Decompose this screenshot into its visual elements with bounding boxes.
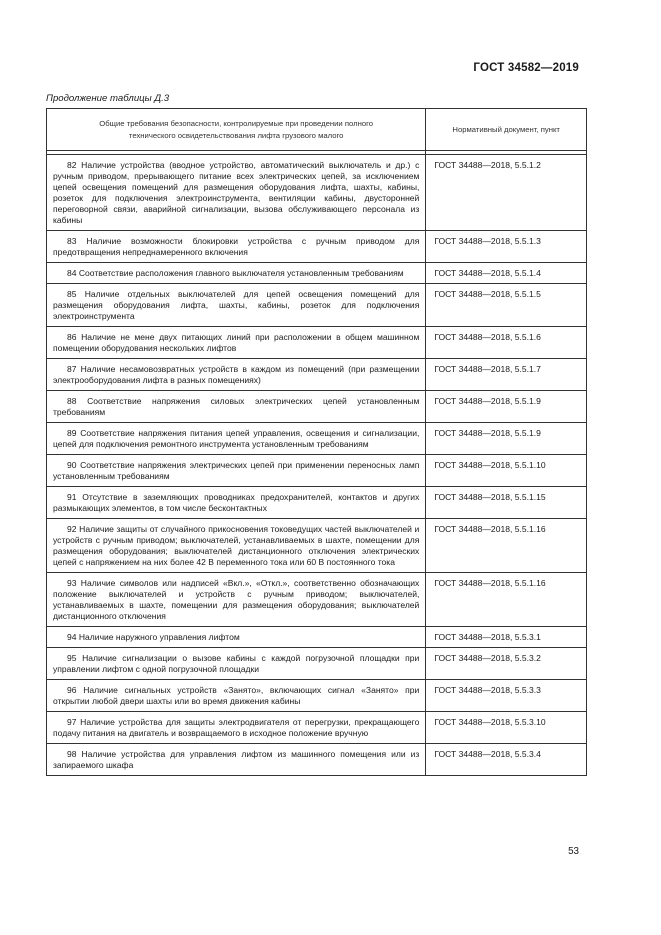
requirement-text: 82 Наличие устройства (вводное устройство, автоматический выключатель и др.) с ручным приводом, прерывающего питание всех электрических цепей, за исключением цепей освещения помещений для размещения оборудования лифта, шахты, кабины, розеток для подключения электроинструмента, вентиляции кабины, двусторонней переговорной связи, аварийной сигнализации, вызова обслуживающего персонала из кабины (53, 160, 420, 225)
requirement-text: 84 Соответствие расположения главного выключателя установленным требованиям (67, 268, 404, 278)
requirement-cell (47, 648, 426, 680)
requirement-text: 83 Наличие возможности блокировки устройства с ручным приводом для предотвращения непреднамеренного включения (53, 236, 420, 257)
table-row (47, 573, 587, 627)
table-header-row (47, 109, 587, 151)
document-ref-cell (426, 284, 587, 327)
document-ref-text: ГОСТ 34488—2018, 5.5.3.10 (434, 717, 546, 727)
document-ref-cell (426, 455, 587, 487)
requirement-cell (47, 263, 426, 284)
table-row (47, 487, 587, 519)
requirement-cell (47, 155, 426, 231)
requirement-cell (47, 231, 426, 263)
document-ref-text: ГОСТ 34488—2018, 5.5.3.4 (434, 749, 541, 759)
requirement-text: 91 Отсутствие в заземляющих проводниках предохранителей, контактов и других размыкающих элементов, в том числе бесконтактных (53, 492, 420, 513)
document-ref-cell (426, 648, 587, 680)
col-header-requirements-line2: технического освидетельствования лифта грузового малого (128, 130, 344, 140)
document-ref-cell (426, 263, 587, 284)
requirement-cell (47, 455, 426, 487)
table-row (47, 648, 587, 680)
table-row (47, 680, 587, 712)
document-ref-text: ГОСТ 34488—2018, 5.5.1.6 (434, 332, 541, 342)
document-ref-cell (426, 573, 587, 627)
table-row (47, 359, 587, 391)
requirement-cell (47, 573, 426, 627)
requirement-text: 92 Наличие защиты от случайного прикосновения токоведущих частей выключателей и устройств с ручным приводом; выключателей, устанавливаемых в шахте, помещении для размещения оборудования; выключателей дистанционного отключения электрических цепей с напряжением на них более 42 В переменного тока или 60 В постоянного тока (53, 524, 420, 567)
document-ref-text: ГОСТ 34488—2018, 5.5.1.9 (434, 428, 541, 438)
table-row (47, 391, 587, 423)
requirement-cell (47, 284, 426, 327)
document-ref-text: ГОСТ 34488—2018, 5.5.1.9 (434, 396, 541, 406)
document-ref-text: ГОСТ 34488—2018, 5.5.1.10 (434, 460, 546, 470)
col-header-document: Нормативный документ, пункт (426, 109, 587, 151)
document-ref-cell (426, 487, 587, 519)
table-row (47, 327, 587, 359)
document-ref-cell (426, 680, 587, 712)
table-body (47, 155, 587, 776)
table-caption: Продолжение таблицы Д.3 (46, 93, 170, 104)
document-ref-cell (426, 712, 587, 744)
table-row (47, 231, 587, 263)
requirement-text: 95 Наличие сигнализации о вызове кабины с каждой погрузочной площадки при управлении лифтом с одной погрузочной площадки (53, 653, 420, 674)
requirement-text: 89 Соответствие напряжения питания цепей управления, освещения и сигнализации, цепей для подключения ремонтного инструмента установленным требованиям (53, 428, 420, 449)
document-ref-text: ГОСТ 34488—2018, 5.5.1.2 (434, 160, 541, 170)
document-ref-text: ГОСТ 34488—2018, 5.5.3.2 (434, 653, 541, 663)
document-ref-cell (426, 423, 587, 455)
table-row (47, 423, 587, 455)
table-row (47, 155, 587, 231)
requirement-cell (47, 712, 426, 744)
requirement-text: 94 Наличие наружного управления лифтом (67, 632, 240, 642)
table-row (47, 712, 587, 744)
requirement-text: 86 Наличие не мене двух питающих линий при расположении в общем машинном помещении оборудования нескольких лифтов (53, 332, 420, 353)
document-ref-text: ГОСТ 34488—2018, 5.5.3.3 (434, 685, 541, 695)
document-ref-cell (426, 744, 587, 776)
requirement-cell (47, 744, 426, 776)
requirement-cell (47, 627, 426, 648)
document-ref-text: ГОСТ 34488—2018, 5.5.3.1 (434, 632, 541, 642)
requirement-cell (47, 680, 426, 712)
document-ref-cell (426, 391, 587, 423)
requirement-text: 97 Наличие устройства для защиты электродвигателя от перегрузки, прекращающего подачу питания на двигатель и возвращаемого в исходное положение вручную (53, 717, 420, 738)
table-row (47, 744, 587, 776)
document-ref-cell (426, 359, 587, 391)
requirement-cell (47, 487, 426, 519)
document-ref-text: ГОСТ 34488—2018, 5.5.1.3 (434, 236, 541, 246)
document-ref-text: ГОСТ 34488—2018, 5.5.1.7 (434, 364, 541, 374)
col-header-requirements (47, 109, 426, 151)
page-number: 53 (568, 846, 579, 857)
document-ref-text: ГОСТ 34488—2018, 5.5.1.15 (434, 492, 546, 502)
col-header-requirements-line1: Общие требования безопасности, контролируемые при проведении полного (99, 118, 374, 128)
requirement-cell (47, 359, 426, 391)
requirements-table (46, 108, 587, 776)
requirement-text: 88 Соответствие напряжения силовых электрических цепей установленным требованиям (53, 396, 420, 417)
requirement-cell (47, 519, 426, 573)
requirement-text: 90 Соответствие напряжения электрических цепей при применении переносных ламп установленным требованиям (53, 460, 420, 481)
document-ref-cell (426, 327, 587, 359)
requirement-text: 85 Наличие отдельных выключателей для цепей освещения помещений для размещения оборудования лифта, шахты, кабины, розеток для подключения электроинструмента (53, 289, 420, 321)
requirement-text: 93 Наличие символов или надписей «Вкл.», «Откл.», соответственно обозначающих положение выключателей и устройств с ручным приводом; выключателей, устанавливаемых в шахте, помещении для размещения оборудования; выключателей дистанционного отключения (53, 578, 420, 621)
requirement-cell (47, 423, 426, 455)
document-ref-text: ГОСТ 34488—2018, 5.5.1.5 (434, 289, 541, 299)
requirement-text: 87 Наличие несамовозвратных устройств в каждом из помещений (при размещении электрооборудования лифта в разных помещениях) (53, 364, 420, 385)
document-ref-cell (426, 231, 587, 263)
table-row (47, 519, 587, 573)
requirement-text: 98 Наличие устройства для управления лифтом из машинного помещения или из запираемого шкафа (53, 749, 420, 770)
document-ref-cell (426, 519, 587, 573)
requirement-text: 96 Наличие сигнальных устройств «Занято», включающих сигнал «Занято» при открытии любой двери шахты или во время движения кабины (53, 685, 420, 706)
table-row (47, 455, 587, 487)
document-ref-text: ГОСТ 34488—2018, 5.5.1.16 (434, 578, 546, 588)
table-row (47, 263, 587, 284)
table-row (47, 627, 587, 648)
requirement-cell (47, 391, 426, 423)
document-code: ГОСТ 34582—2019 (473, 62, 579, 74)
document-ref-cell (426, 627, 587, 648)
document-ref-cell (426, 155, 587, 231)
requirement-cell (47, 327, 426, 359)
table-row (47, 284, 587, 327)
document-ref-text: ГОСТ 34488—2018, 5.5.1.16 (434, 524, 546, 534)
document-ref-text: ГОСТ 34488—2018, 5.5.1.4 (434, 268, 541, 278)
